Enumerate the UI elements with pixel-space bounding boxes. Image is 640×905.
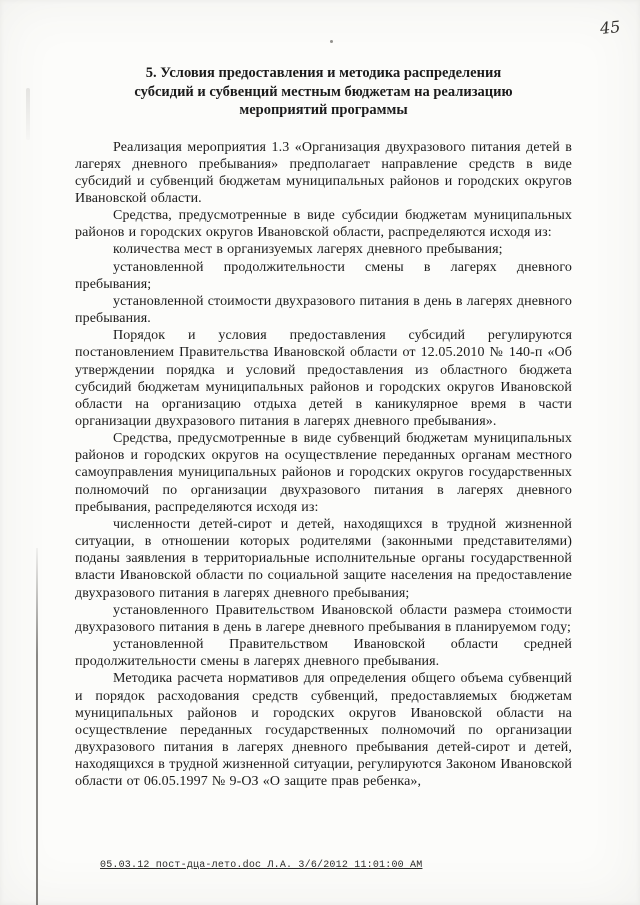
list-item-meal-cost-per-day: установленного Правительством Ивановской области размера стоимости двухразового питания в день в лагере дневного пребывания в планируемом году; [75,602,572,635]
document-footer-filename: 05.03.12 пост-дца-лето.doc Л.А. 3/6/2012 11:01:00 AM [100,860,423,871]
list-item-orphans-count: численности детей-сирот и детей, находящихся в трудной жизненной ситуации, в отношении которых родителями (законными представителями) поданы заявления в территориальные исполнительные органы государственной власти Ивановской области по социальной защите населения на предоставление двухразового питания в лагерях дневного пребывания; [75,516,572,601]
paragraph-subsidy-funds: Средства, предусмотренные в виде субсидии бюджетам муниципальных районов и городских округов Ивановской области, распределяются исходя из: [75,208,572,241]
paragraph-realization: Реализация мероприятия 1.3 «Организация двухразового питания детей в лагерях дневного пребывания» предполагает направление средств в виде субсидий и субвенций бюджетам муниципальных районов и городских округов Ивановской области. [75,139,572,206]
scan-smudge-artifact [26,88,30,140]
section-title: 5. Условия предоставления и методика распределения субсидий и субвенций местным бюджетам на реализацию мероприятий программы [134,65,513,118]
handwritten-page-number: 45 [598,16,621,39]
paragraph-calculation-method: Методика расчета нормативов для определения общего объема субвенций и порядок расходования средств субвенций, предоставляемых бюджетам муниципальных районов и городских округов Ивановской области на осуществление переданных государственных полномочий по организации двухразового питания в лагерях дневного пребывания детей-сирот и детей, находящихся в трудной жизненной ситуации, регулируются Законом Ивановской области от 06.05.1997 № 9-ОЗ «О защите прав ребенка», [75,671,572,790]
list-item-meal-cost: установленной стоимости двухразового питания в день в лагерях дневного пребывания. [75,293,572,327]
paragraph-subsidy-procedure: Порядок и условия предоставления субсидий регулируются постановлением Правительства Ивановской области от 12.05.2010 № 140-п «Об утверждении порядка и условий предоставления из областного бюджета субсидий бюджетам муниципальных районов и городских округов Ивановской области на организацию отдыха детей в каникулярное время в части организации двухразового питания в лагерях дневного пребывания». [75,328,572,429]
list-item-shift-duration: установленной продолжительности смены в лагерях дневного пребывания; [75,259,572,292]
list-item-places-count: количества мест в организуемых лагерях дневного пребывания; [113,242,503,258]
scan-edge-line-artifact [36,548,38,905]
document-body [75,64,572,790]
scan-speck-artifact [330,40,333,43]
paragraph-subvention-funds: Средства, предусмотренные в виде субвенций бюджетам муниципальных районов и городских округов на осуществление переданных органам местного самоуправления муниципальных районов и городских округов государственных полномочий по организации двухразового питания в лагерях дневного пребывания, распределяются исходя из: [75,431,572,515]
list-item-average-shift: установленной Правительством Ивановской области средней продолжительности смены в лагерях дневного пребывания. [75,637,572,670]
